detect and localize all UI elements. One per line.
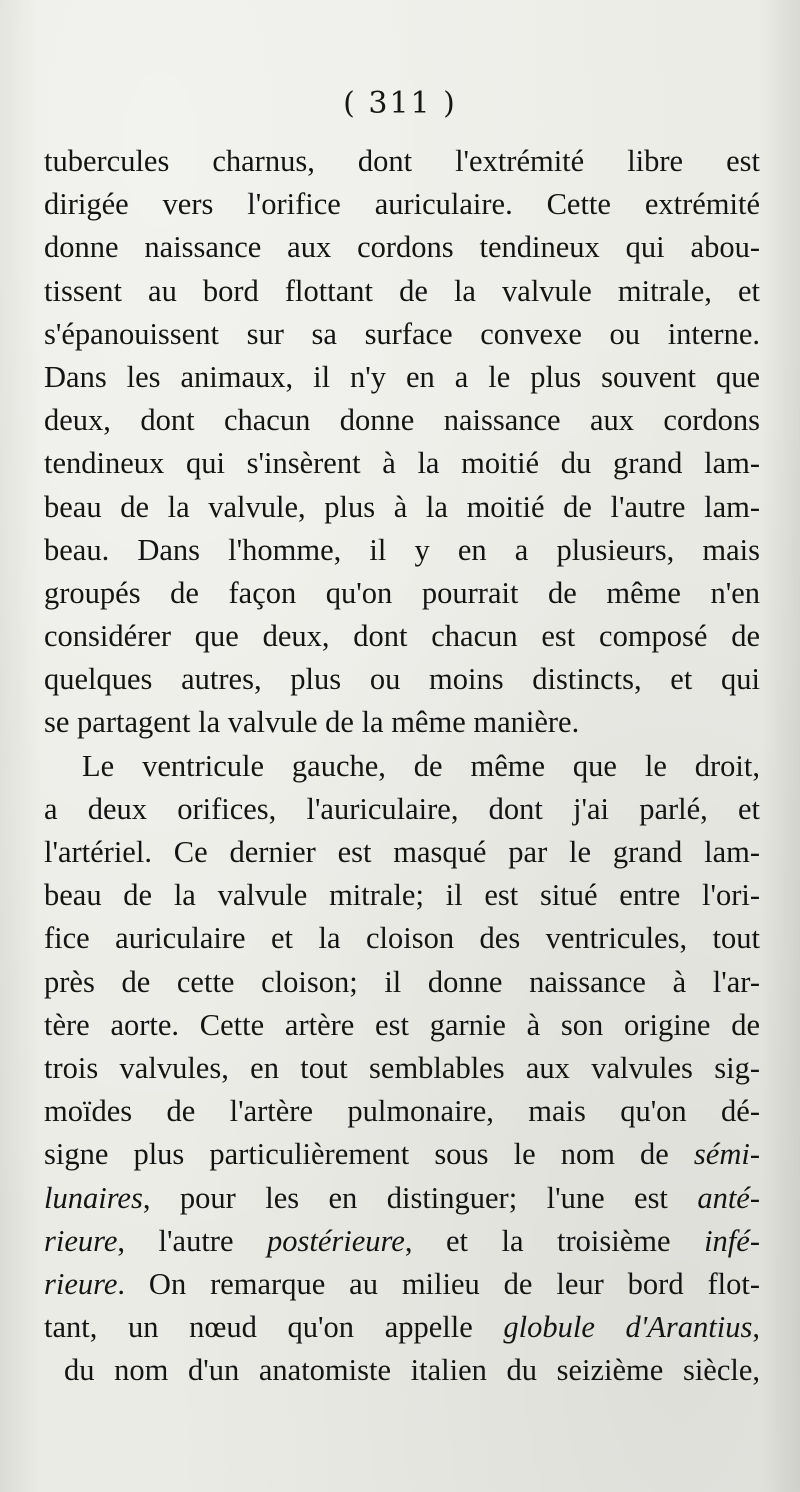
text-segment: trois valvules, en tout semblables aux valvules sig-	[44, 1050, 760, 1085]
text-line	[44, 486, 760, 529]
text-line	[44, 831, 760, 874]
text-line	[44, 270, 760, 313]
text-segment: du nom d'un anatomiste italien du seizième siècle,	[64, 1353, 760, 1388]
text-segment: l'artériel. Ce dernier est masqué par le grand lam-	[44, 835, 760, 869]
text-line	[44, 658, 760, 701]
text-line	[44, 1090, 760, 1133]
italic-text: globule d'Arantius	[503, 1310, 753, 1345]
text-line	[44, 1220, 760, 1263]
text-segment: près de cette cloison; il donne naissance à l'ar-	[44, 964, 760, 999]
text-line	[44, 183, 760, 226]
text-segment: s'épanouissent sur sa surface convexe ou interne.	[44, 316, 760, 351]
text-line	[44, 1133, 760, 1176]
text-line	[44, 313, 760, 356]
italic-text: postérieure	[267, 1223, 405, 1258]
text-line	[44, 1306, 760, 1349]
text-segment: dirigée vers l'orifice auriculaire. Cette extrémité	[44, 187, 760, 222]
text-segment: tubercules charnus, dont l'extrémité libre est	[44, 144, 760, 178]
text-segment: quelques autres, plus ou moins distincts, et qui	[44, 662, 760, 697]
text-segment: deux, dont chacun donne naissance aux cordons	[44, 403, 760, 438]
text-segment: , et la troisième	[404, 1223, 705, 1258]
text-line	[44, 1004, 760, 1047]
text-segment: . On remarque au milieu de leur bord flot-	[117, 1266, 760, 1301]
text-segment: tendineux qui s'insèrent à la moitié du grand lam-	[44, 446, 760, 481]
text-segment: signe plus particulièrement sous le nom de	[44, 1137, 694, 1172]
text-line	[44, 1177, 760, 1220]
text-segment: , pour les en distinguer; l'une est	[142, 1180, 698, 1215]
text-segment: se partagent la valvule de la même manière.	[44, 705, 580, 740]
text-segment: considérer que deux, dont chacun est composé de	[44, 619, 760, 654]
text-segment: Le ventricule gauche, de même que le droit,	[82, 748, 760, 783]
text-segment: ,	[752, 1310, 760, 1345]
text-segment: fice auriculaire et la cloison des ventricules, tout	[44, 921, 760, 956]
text-line	[44, 226, 760, 269]
text-line	[44, 615, 760, 658]
text-line	[44, 140, 760, 183]
text-line	[44, 961, 760, 1004]
text-line	[44, 745, 760, 788]
text-line	[44, 701, 760, 744]
text-line	[44, 399, 760, 442]
text-line	[44, 1047, 760, 1090]
text-segment: donne naissance aux cordons tendineux qui abou-	[44, 230, 760, 265]
italic-text: rieure	[44, 1266, 118, 1301]
text-segment: tissent au bord flottant de la valvule mitrale, et	[44, 273, 760, 308]
italic-text: rieure	[44, 1223, 118, 1258]
text-line	[44, 917, 760, 960]
text-line	[44, 529, 760, 572]
text-segment: Dans les animaux, il n'y en a le plus souvent que	[44, 359, 760, 394]
italic-text: sémi-	[693, 1137, 760, 1172]
page-number: ( 311 )	[343, 86, 457, 121]
italic-text: anté-	[697, 1180, 760, 1215]
text-line	[44, 572, 760, 615]
text-line	[44, 874, 760, 917]
text-segment: beau de la valvule, plus à la moitié de l'autre lam-	[44, 489, 760, 524]
text-segment: moïdes de l'artère pulmonaire, mais qu'on dé-	[44, 1094, 760, 1129]
text-segment: beau. Dans l'homme, il y en a plusieurs, mais	[44, 532, 760, 567]
italic-text: lunaires	[44, 1180, 143, 1215]
body-text	[44, 140, 760, 1392]
text-segment: beau de la valvule mitrale; il est situé entre l'ori-	[44, 878, 760, 913]
text-segment: a deux orifices, l'auriculaire, dont j'ai parlé, et	[44, 791, 760, 826]
text-segment: groupés de façon qu'on pourrait de même n'en	[44, 575, 760, 610]
italic-text: infé-	[704, 1223, 760, 1258]
text-line	[44, 1349, 760, 1392]
text-line	[44, 1263, 760, 1306]
text-segment: tère aorte. Cette artère est garnie à son origine de	[44, 1007, 760, 1042]
text-line	[44, 788, 760, 831]
text-line	[44, 356, 760, 399]
text-segment: tant, un nœud qu'on appelle	[44, 1310, 504, 1345]
text-segment: , l'autre	[117, 1223, 268, 1258]
text-line	[44, 442, 760, 485]
